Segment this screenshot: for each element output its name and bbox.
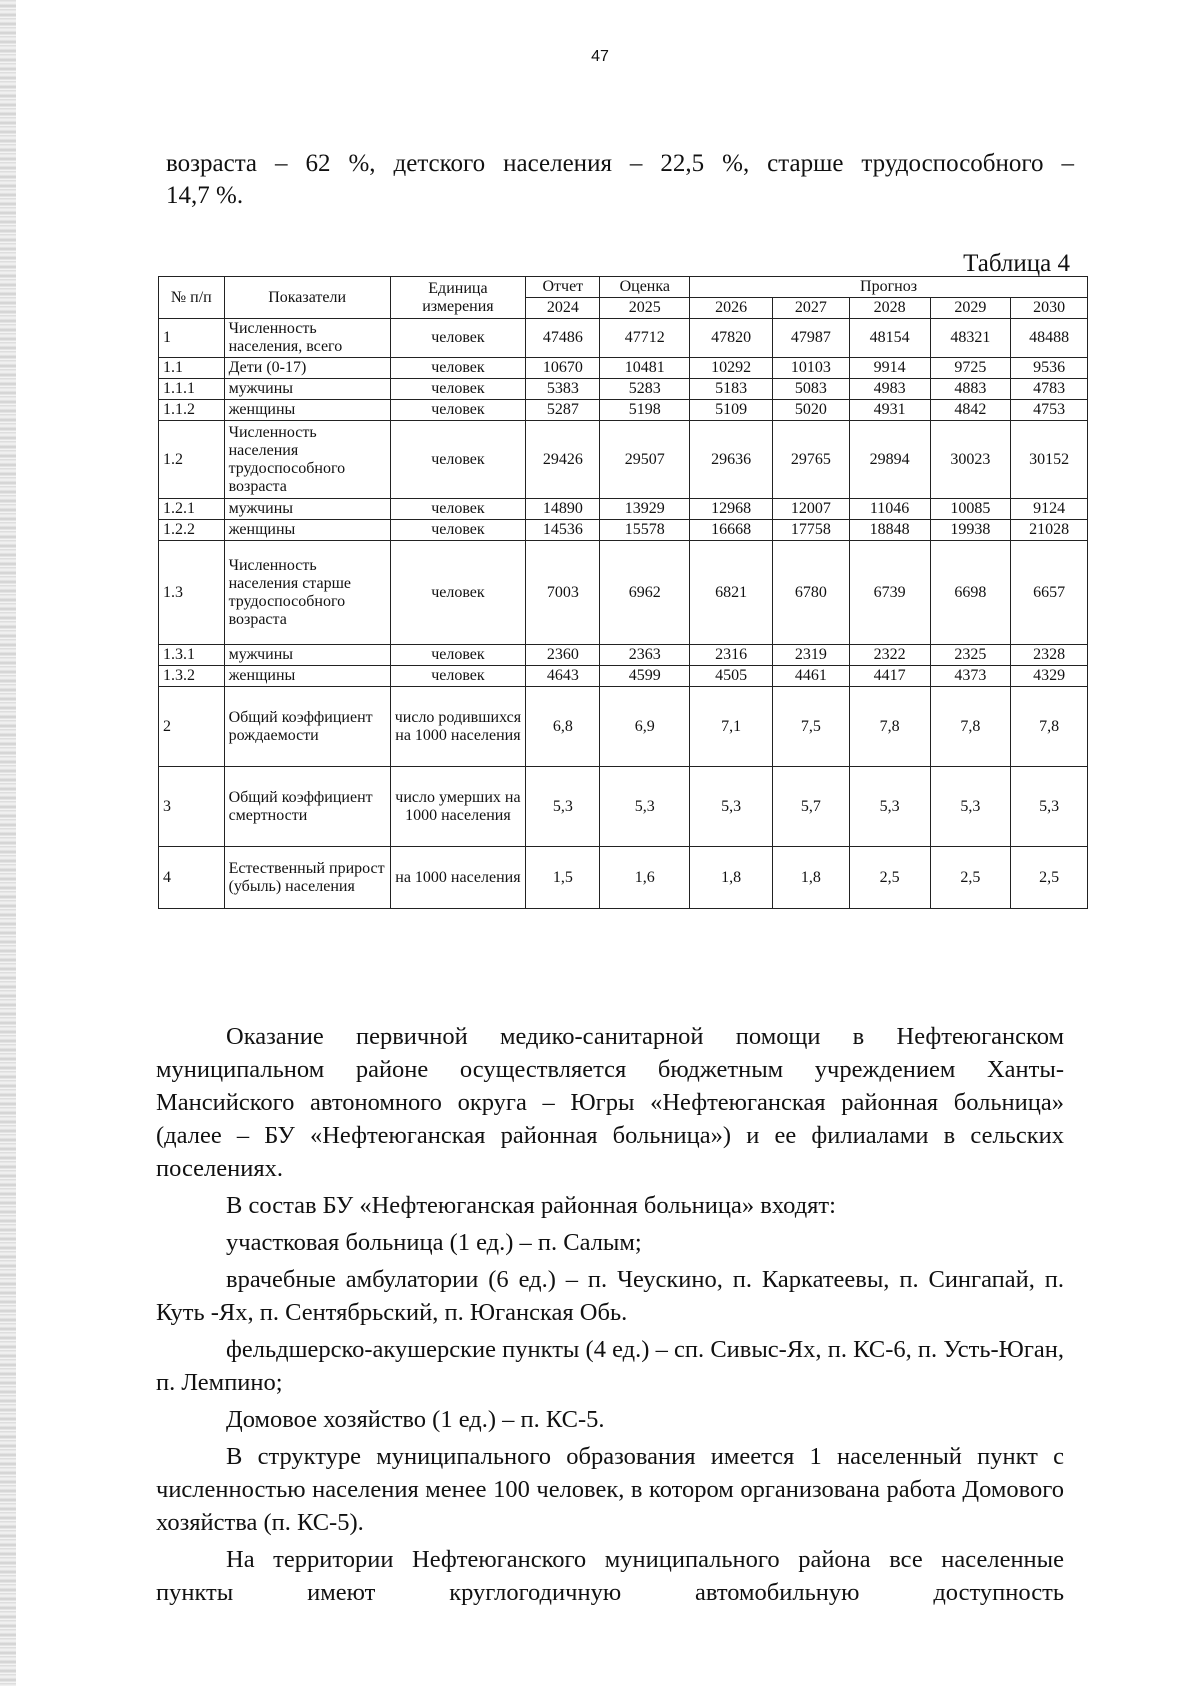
row-value-2030: 9124	[1011, 499, 1088, 520]
row-value-2026: 16668	[690, 520, 773, 541]
row-indicator: мужчины	[224, 379, 390, 400]
intro-line-2: 14,7 %.	[166, 182, 244, 209]
row-value-2025: 4599	[600, 666, 690, 687]
row-indicator: мужчины	[224, 499, 390, 520]
row-unit: человек	[390, 499, 526, 520]
row-value-2026: 6821	[690, 541, 773, 645]
row-value-2025: 6962	[600, 541, 690, 645]
row-indicator: Общий коэффициент смертности	[224, 767, 390, 847]
row-value-2030: 4753	[1011, 400, 1088, 421]
row-value-2030: 4329	[1011, 666, 1088, 687]
row-value-2028: 7,8	[849, 687, 930, 767]
row-unit: человек	[390, 520, 526, 541]
row-value-2026: 1,8	[690, 847, 773, 909]
table-row	[159, 520, 1088, 541]
row-value-2029: 6698	[930, 541, 1011, 645]
row-number: 1	[159, 319, 225, 358]
row-value-2028: 4983	[849, 379, 930, 400]
table-row	[159, 379, 1088, 400]
row-value-2026: 10292	[690, 358, 773, 379]
row-indicator: Общий коэффициент рождаемости	[224, 687, 390, 767]
header-year: 2027	[773, 298, 850, 319]
population-table	[158, 276, 1088, 909]
row-value-2030: 48488	[1011, 319, 1088, 358]
row-unit: число умерших на 1000 населения	[390, 767, 526, 847]
row-value-2026: 12968	[690, 499, 773, 520]
row-value-2026: 7,1	[690, 687, 773, 767]
paragraph-primary-care: Оказание первичной медико-санитарной помощи в Нефтеюганском муниципальном районе осуществляется бюджетным учреждением Ханты-Мансийского автономного округа – Югры «Нефтеюганская районная больница» (далее – БУ «Нефтеюганская районная больница») и ее филиалами в сельских поселениях.	[156, 1023, 1064, 1182]
row-indicator: женщины	[224, 666, 390, 687]
intro-line-1: возраста – 62 %, детского населения – 22,5 %, старше трудоспособного –	[166, 150, 1074, 177]
row-value-2027: 6780	[773, 541, 850, 645]
table-row	[159, 319, 1088, 358]
paragraph-composition: В состав БУ «Нефтеюганская районная больница» входят:	[226, 1192, 836, 1219]
row-value-2026: 4505	[690, 666, 773, 687]
row-value-2025: 10481	[600, 358, 690, 379]
row-value-2028: 18848	[849, 520, 930, 541]
row-value-2027: 29765	[773, 421, 850, 499]
row-value-2024: 10670	[526, 358, 600, 379]
row-value-2025: 13929	[600, 499, 690, 520]
row-value-2025: 47712	[600, 319, 690, 358]
row-indicator: Дети (0-17)	[224, 358, 390, 379]
table-caption: Таблица 4	[963, 250, 1070, 277]
row-value-2029: 48321	[930, 319, 1011, 358]
body-text	[156, 1020, 1064, 1613]
header-year: 2029	[930, 298, 1011, 319]
row-indicator: женщины	[224, 520, 390, 541]
row-value-2030: 2,5	[1011, 847, 1088, 909]
paragraph-ambulatories: врачебные амбулатории (6 ед.) – п. Чеускино, п. Каркатеевы, п. Сингапай, п. Куть -Ях, п. Сентябрьский, п. Юганская Обь.	[156, 1266, 1064, 1326]
row-value-2029: 4842	[930, 400, 1011, 421]
row-value-2030: 30152	[1011, 421, 1088, 499]
row-indicator: Численность населения старше трудоспособного возраста	[224, 541, 390, 645]
row-value-2030: 4783	[1011, 379, 1088, 400]
row-value-2025: 5283	[600, 379, 690, 400]
row-value-2027: 17758	[773, 520, 850, 541]
row-value-2027: 10103	[773, 358, 850, 379]
row-number: 1.3.2	[159, 666, 225, 687]
header-report: Отчет	[526, 277, 600, 298]
row-value-2024: 5,3	[526, 767, 600, 847]
table-row	[159, 358, 1088, 379]
table-header-row-1	[159, 277, 1088, 298]
row-value-2024: 14536	[526, 520, 600, 541]
table-row	[159, 499, 1088, 520]
row-value-2024: 5287	[526, 400, 600, 421]
row-value-2027: 5083	[773, 379, 850, 400]
header-year: 2025	[600, 298, 690, 319]
row-value-2027: 12007	[773, 499, 850, 520]
row-value-2028: 11046	[849, 499, 930, 520]
paragraph-district-hospital: участковая больница (1 ед.) – п. Салым;	[226, 1229, 642, 1256]
row-value-2028: 4931	[849, 400, 930, 421]
table-row	[159, 767, 1088, 847]
row-value-2025: 6,9	[600, 687, 690, 767]
row-unit: человек	[390, 541, 526, 645]
row-value-2028: 48154	[849, 319, 930, 358]
row-number: 1.2	[159, 421, 225, 499]
header-year: 2024	[526, 298, 600, 319]
row-indicator: женщины	[224, 400, 390, 421]
row-value-2024: 14890	[526, 499, 600, 520]
row-value-2027: 1,8	[773, 847, 850, 909]
row-value-2030: 7,8	[1011, 687, 1088, 767]
row-number: 1.3.1	[159, 645, 225, 666]
header-year: 2030	[1011, 298, 1088, 319]
row-number: 1.1.1	[159, 379, 225, 400]
row-indicator: мужчины	[224, 645, 390, 666]
row-value-2028: 2,5	[849, 847, 930, 909]
row-value-2025: 5198	[600, 400, 690, 421]
row-value-2026: 47820	[690, 319, 773, 358]
scan-edge	[0, 0, 16, 1686]
row-value-2027: 2319	[773, 645, 850, 666]
row-value-2029: 4373	[930, 666, 1011, 687]
row-value-2029: 9725	[930, 358, 1011, 379]
row-number: 1.1	[159, 358, 225, 379]
row-value-2030: 21028	[1011, 520, 1088, 541]
header-num: № п/п	[159, 277, 225, 319]
row-value-2025: 1,6	[600, 847, 690, 909]
row-value-2029: 4883	[930, 379, 1011, 400]
paragraph-accessibility: На территории Нефтеюганского муниципального района все населенные пункты имеют круглогодичную автомобильную доступность	[156, 1546, 1064, 1606]
row-value-2030: 6657	[1011, 541, 1088, 645]
row-value-2024: 29426	[526, 421, 600, 499]
row-unit: человек	[390, 666, 526, 687]
row-number: 1.2.2	[159, 520, 225, 541]
row-value-2028: 5,3	[849, 767, 930, 847]
paragraph-settlement: В структуре муниципального образования имеется 1 населенный пункт с численностью населения менее 100 человек, в котором организована работа Домового хозяйства (п. КС-5).	[156, 1443, 1064, 1536]
row-number: 2	[159, 687, 225, 767]
row-unit: человек	[390, 319, 526, 358]
row-value-2025: 29507	[600, 421, 690, 499]
header-unit: Единица измерения	[390, 277, 526, 319]
row-unit: человек	[390, 379, 526, 400]
header-forecast: Прогноз	[690, 277, 1088, 298]
table-row	[159, 645, 1088, 666]
row-value-2024: 7003	[526, 541, 600, 645]
row-value-2030: 9536	[1011, 358, 1088, 379]
header-year: 2028	[849, 298, 930, 319]
row-value-2028: 4417	[849, 666, 930, 687]
paragraph-paramedic-points: фельдшерско-акушерские пункты (4 ед.) – сп. Сивыс-Ях, п. КС-6, п. Усть-Юган, п. Лемпино;	[156, 1336, 1064, 1396]
row-value-2026: 2316	[690, 645, 773, 666]
row-value-2024: 4643	[526, 666, 600, 687]
table-row	[159, 847, 1088, 909]
row-value-2026: 5109	[690, 400, 773, 421]
row-value-2029: 5,3	[930, 767, 1011, 847]
row-value-2024: 2360	[526, 645, 600, 666]
table-row	[159, 666, 1088, 687]
row-unit: человек	[390, 358, 526, 379]
row-value-2024: 1,5	[526, 847, 600, 909]
row-value-2028: 2322	[849, 645, 930, 666]
table-row	[159, 421, 1088, 499]
header-estimate: Оценка	[600, 277, 690, 298]
row-value-2028: 6739	[849, 541, 930, 645]
row-value-2030: 5,3	[1011, 767, 1088, 847]
row-value-2027: 7,5	[773, 687, 850, 767]
row-value-2025: 5,3	[600, 767, 690, 847]
row-value-2029: 2,5	[930, 847, 1011, 909]
row-value-2025: 15578	[600, 520, 690, 541]
row-value-2029: 2325	[930, 645, 1011, 666]
row-value-2027: 47987	[773, 319, 850, 358]
header-year: 2026	[690, 298, 773, 319]
row-value-2028: 9914	[849, 358, 930, 379]
row-value-2024: 6,8	[526, 687, 600, 767]
row-value-2025: 2363	[600, 645, 690, 666]
row-value-2028: 29894	[849, 421, 930, 499]
row-number: 1.3	[159, 541, 225, 645]
row-number: 1.2.1	[159, 499, 225, 520]
row-value-2029: 10085	[930, 499, 1011, 520]
row-value-2029: 30023	[930, 421, 1011, 499]
row-unit: человек	[390, 645, 526, 666]
table-row	[159, 541, 1088, 645]
row-number: 4	[159, 847, 225, 909]
row-value-2024: 47486	[526, 319, 600, 358]
table-body	[159, 319, 1088, 909]
row-unit: человек	[390, 421, 526, 499]
row-value-2027: 4461	[773, 666, 850, 687]
row-value-2027: 5020	[773, 400, 850, 421]
row-value-2029: 7,8	[930, 687, 1011, 767]
row-unit: человек	[390, 400, 526, 421]
row-number: 3	[159, 767, 225, 847]
page-number: 47	[591, 48, 609, 65]
table-row	[159, 687, 1088, 767]
row-indicator: Естественный прирост (убыль) населения	[224, 847, 390, 909]
row-indicator: Численность населения трудоспособного возраста	[224, 421, 390, 499]
row-value-2026: 5183	[690, 379, 773, 400]
table-row	[159, 400, 1088, 421]
row-number: 1.1.2	[159, 400, 225, 421]
paragraph-household: Домовое хозяйство (1 ед.) – п. КС-5.	[226, 1406, 605, 1433]
row-value-2026: 29636	[690, 421, 773, 499]
row-value-2029: 19938	[930, 520, 1011, 541]
row-indicator: Численность населения, всего	[224, 319, 390, 358]
row-value-2030: 2328	[1011, 645, 1088, 666]
row-unit: число родившихся на 1000 населения	[390, 687, 526, 767]
row-value-2026: 5,3	[690, 767, 773, 847]
row-unit: на 1000 населения	[390, 847, 526, 909]
row-value-2024: 5383	[526, 379, 600, 400]
header-indicator: Показатели	[224, 277, 390, 319]
row-value-2027: 5,7	[773, 767, 850, 847]
